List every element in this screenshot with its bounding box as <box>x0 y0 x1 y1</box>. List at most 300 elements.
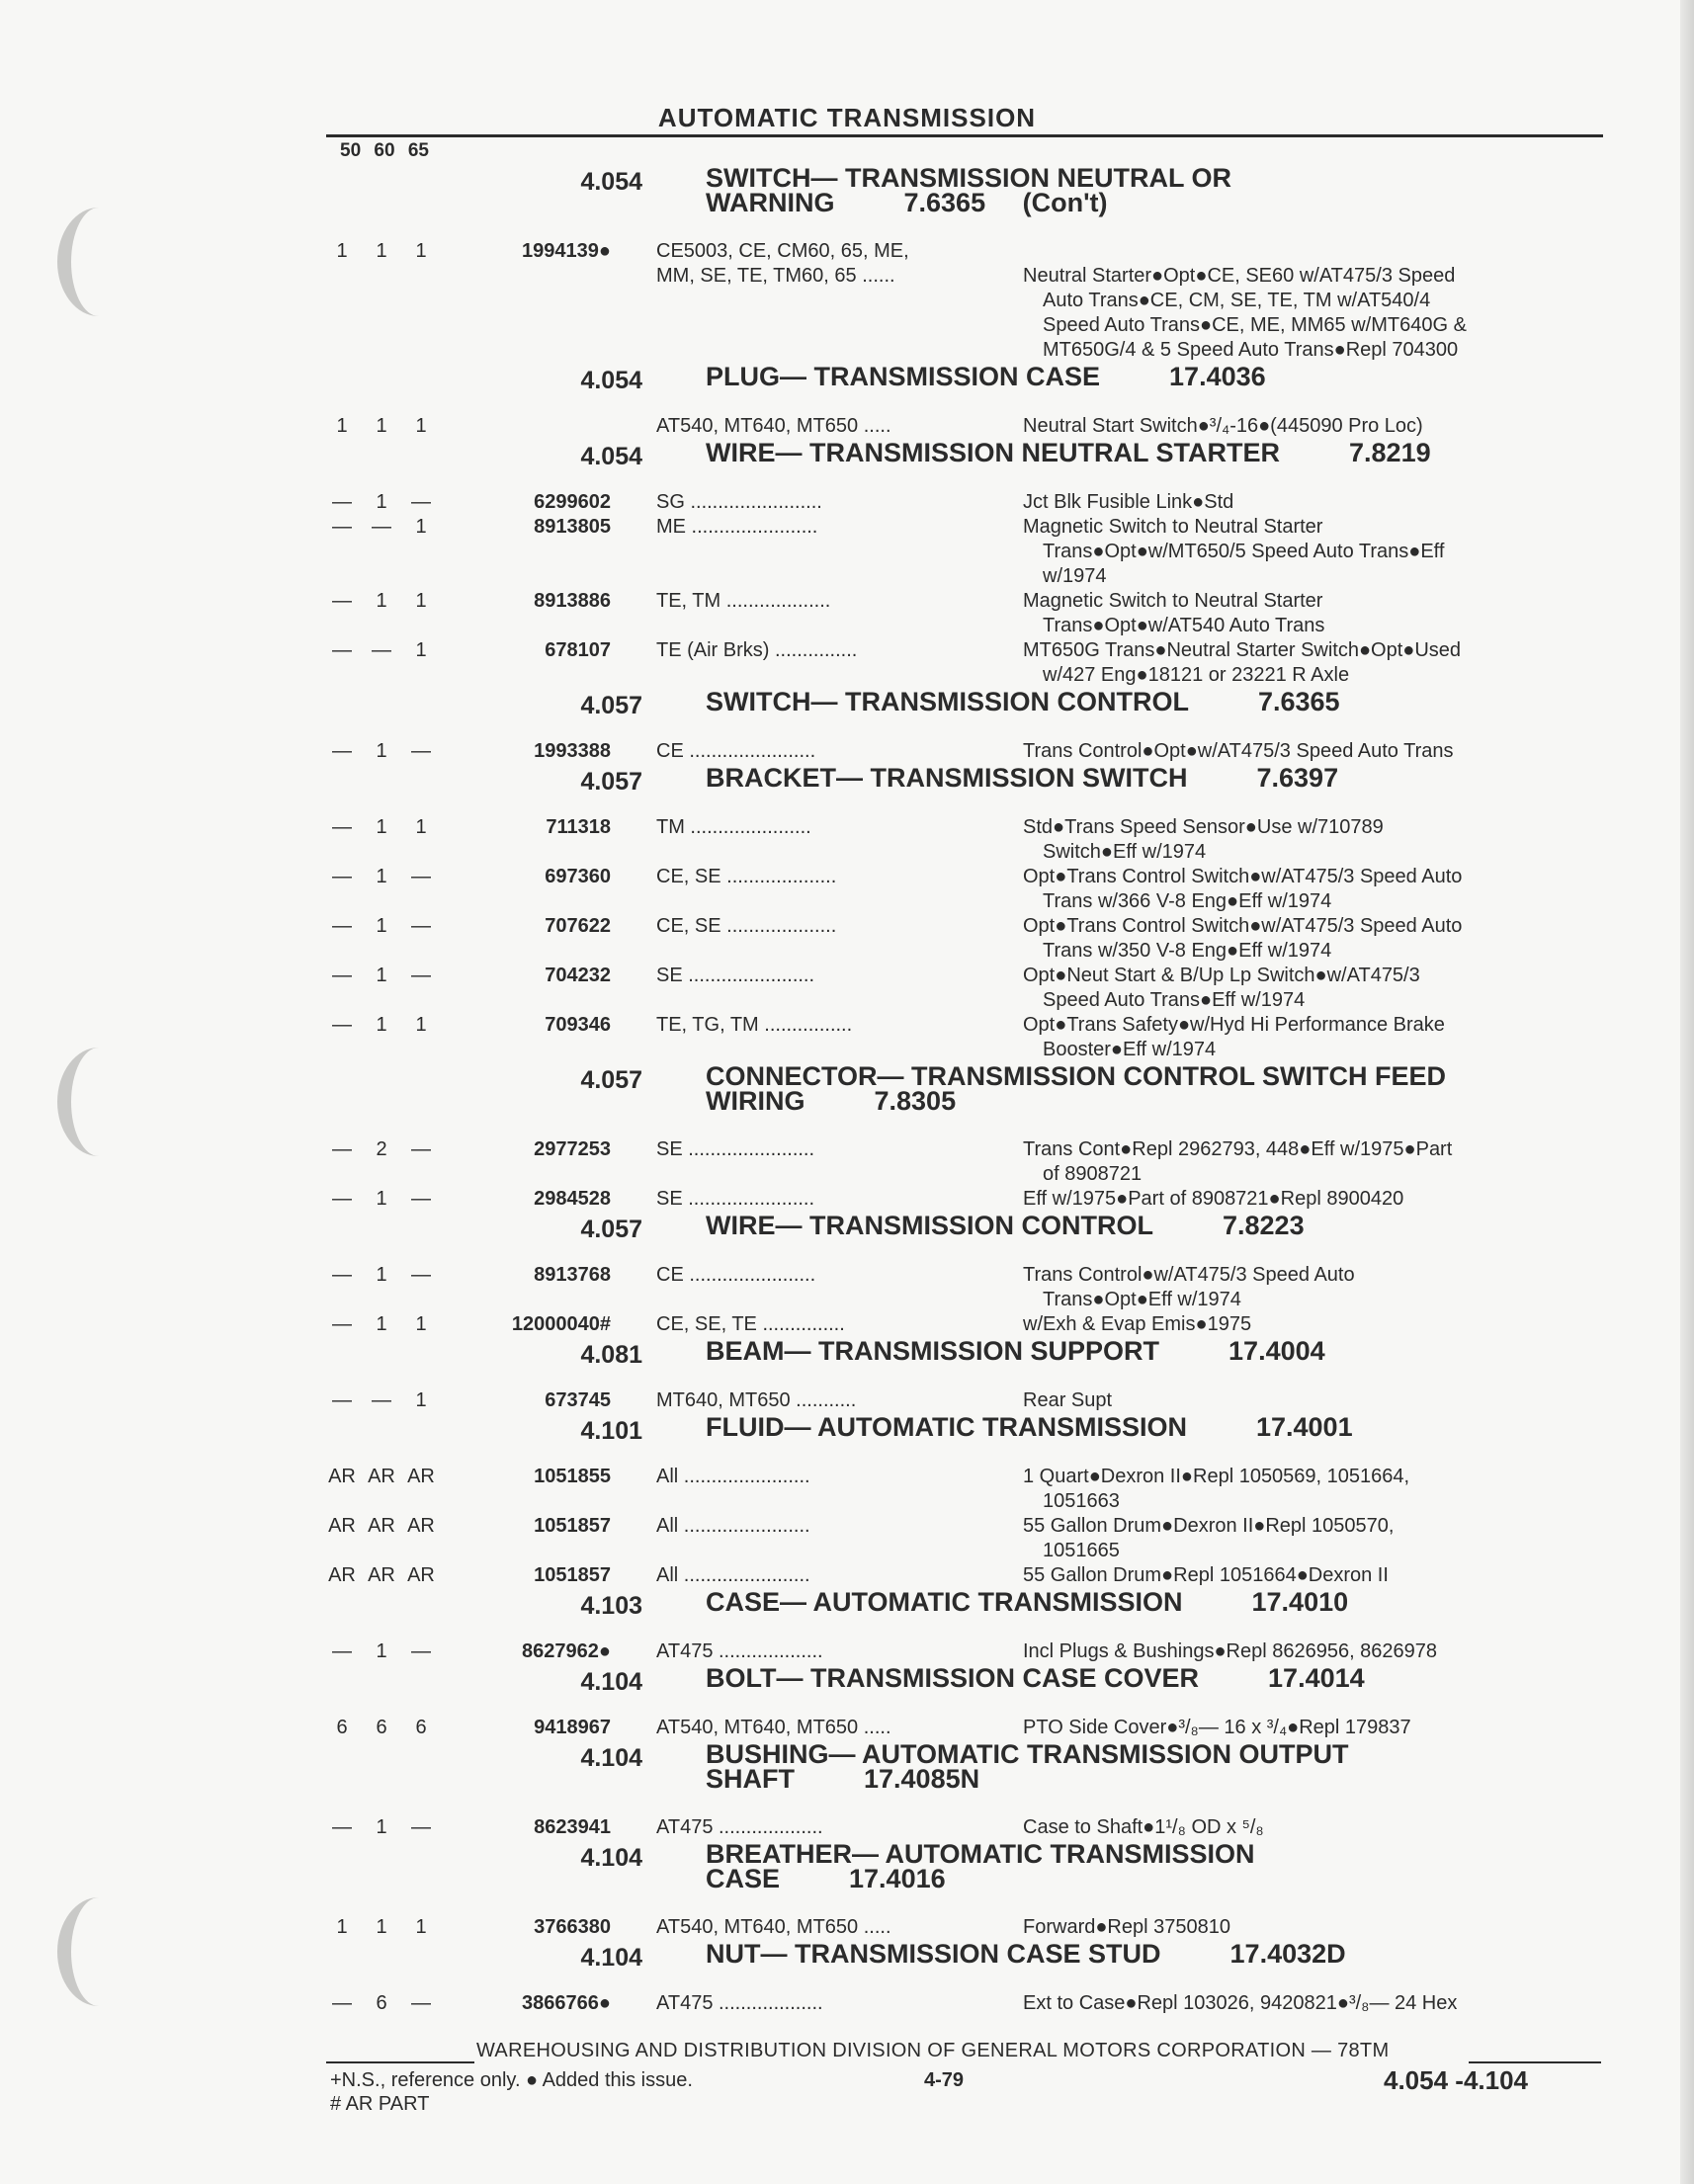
description-line: Neutral Start Switch●³/₄-16●(445090 Pro Loc) <box>1023 415 1423 437</box>
description-line: Jct Blk Fusible Link●Std <box>1023 491 1234 513</box>
quantity-60: 1 <box>376 1264 387 1286</box>
part-description <box>1023 490 1606 515</box>
part-description <box>1023 1187 1606 1212</box>
model-applicability: SE ....................... <box>656 1188 815 1210</box>
section-code: 17.4004 <box>1228 1336 1325 1366</box>
quantity-50: — <box>332 1264 352 1286</box>
model-applicability: TE (Air Brks) ............... <box>656 639 858 661</box>
part-description <box>1023 1991 1606 2016</box>
section-header <box>326 1212 1611 1263</box>
quantity-65: — <box>411 1992 431 2014</box>
section-number: 4.054 <box>580 367 642 394</box>
quantity-50: — <box>332 1138 352 1160</box>
section-code: 17.4016 <box>849 1864 946 1893</box>
quantity-60: 1 <box>376 1916 387 1938</box>
part-description <box>1023 589 1606 638</box>
section-number: 4.054 <box>580 168 642 196</box>
description-line: Speed Auto Trans●Eff w/1974 <box>1043 989 1306 1011</box>
description-line: MT650G/4 & 5 Speed Auto Trans●Repl 704300 <box>1043 339 1459 361</box>
model-applicability: MM, SE, TE, TM60, 65 ...... <box>656 265 895 287</box>
part-number: 707622 <box>545 915 611 937</box>
section-number: 4.054 <box>580 443 642 470</box>
part-description <box>1023 964 1606 1013</box>
section-title <box>706 1061 1595 1116</box>
section-header <box>326 1740 1611 1815</box>
model-applicability: CE, SE .................... <box>656 915 837 937</box>
part-description <box>1023 414 1606 439</box>
model-applicability: TE, TG, TM ................ <box>656 1014 853 1036</box>
model-applicability: SG ........................ <box>656 491 822 513</box>
description-line: Std●Trans Speed Sensor●Use w/710789 <box>1023 816 1384 838</box>
quantity-60: 1 <box>376 590 387 612</box>
part-row <box>326 1514 1611 1563</box>
quantity-60: — <box>372 639 391 661</box>
model-applicability: SE ....................... <box>656 965 815 986</box>
description-line: Auto Trans●CE, CM, SE, TE, TM w/AT540/4 <box>1043 290 1431 311</box>
section-code: 7.8305 <box>874 1086 957 1116</box>
section-header <box>326 439 1611 490</box>
section-header <box>326 1940 1611 1991</box>
part-description <box>1023 1815 1606 1840</box>
quantity-50: — <box>332 639 352 661</box>
section-title-line: BUSHING— AUTOMATIC TRANSMISSION OUTPUT <box>706 1739 1349 1769</box>
part-number: 697360 <box>545 866 611 887</box>
model-applicability: CE, SE, TE ............... <box>656 1313 845 1335</box>
quantity-50: — <box>332 1188 352 1210</box>
quantity-60: AR <box>368 1564 395 1586</box>
quantity-65: 1 <box>415 415 427 437</box>
quantity-50: — <box>332 590 352 612</box>
section-code: 17.4010 <box>1251 1587 1349 1617</box>
part-number: 711318 <box>546 816 611 838</box>
quantity-60: 1 <box>376 1640 387 1662</box>
page-edge <box>1680 0 1694 2184</box>
part-number: 1051857 <box>534 1515 611 1537</box>
section-number: 4.104 <box>580 1944 642 1972</box>
quantity-60: 1 <box>376 740 387 762</box>
part-number: 1051857 <box>534 1564 611 1586</box>
description-line: w/1974 <box>1043 565 1107 587</box>
section-title-line: FLUID— AUTOMATIC TRANSMISSION <box>706 1412 1187 1442</box>
section-header <box>326 363 1611 414</box>
part-row <box>326 1388 1611 1413</box>
description-line: w/427 Eng●18121 or 23221 R Axle <box>1043 664 1350 686</box>
quantity-65: 6 <box>415 1717 427 1738</box>
punch-hole-middle <box>57 1048 140 1156</box>
description-line: w/Exh & Evap Emis●1975 <box>1023 1313 1252 1335</box>
part-description <box>1023 865 1606 914</box>
model-applicability: All ....................... <box>656 1564 810 1586</box>
quantity-50: — <box>332 816 352 838</box>
description-line: PTO Side Cover●³/₈— 16 x ³/₄●Repl 179837 <box>1023 1717 1411 1738</box>
quantity-60: 6 <box>376 1992 387 2014</box>
section-title-line: NUT— TRANSMISSION CASE STUD <box>706 1939 1161 1969</box>
section-title-line: BEAM— TRANSMISSION SUPPORT <box>706 1336 1160 1366</box>
quantity-65: 1 <box>415 590 427 612</box>
part-number: 678107 <box>545 639 611 661</box>
description-line: Ext to Case●Repl 103026, 9420821●³/₈— 24 Hex <box>1023 1992 1458 2014</box>
quantity-60: 1 <box>376 1188 387 1210</box>
section-header <box>326 1588 1611 1639</box>
description-line: Case to Shaft●1¹/₈ OD x ⁵/₈ <box>1023 1816 1264 1838</box>
model-applicability: AT540, MT640, MT650 ..... <box>656 415 891 437</box>
part-row <box>326 1187 1611 1212</box>
section-header <box>326 1413 1611 1465</box>
section-title <box>706 362 1595 391</box>
quantity-50: — <box>332 915 352 937</box>
part-description <box>1023 1514 1606 1563</box>
description-line: Magnetic Switch to Neutral Starter <box>1023 590 1323 612</box>
part-number: 9418967 <box>534 1717 611 1738</box>
description-line: Opt●Trans Control Switch●w/AT475/3 Speed Auto <box>1023 915 1463 937</box>
quantity-65: — <box>411 965 431 986</box>
description-line: Trans Cont●Repl 2962793, 448●Eff w/1975●Part <box>1023 1138 1453 1160</box>
section-title <box>706 1663 1595 1693</box>
quantity-65: 1 <box>415 1916 427 1938</box>
description-line: Forward●Repl 3750810 <box>1023 1916 1230 1938</box>
part-description <box>1023 1013 1606 1062</box>
part-description <box>1023 239 1606 264</box>
section-code: 17.4036 <box>1169 362 1266 391</box>
section-title-line: BREATHER— AUTOMATIC TRANSMISSION <box>706 1839 1255 1869</box>
model-applicability: All ....................... <box>656 1466 810 1487</box>
description-line: Trans●Opt●w/AT540 Auto Trans <box>1043 615 1325 636</box>
quantity-65: — <box>411 1640 431 1662</box>
part-description <box>1023 264 1606 363</box>
part-description <box>1023 1388 1606 1413</box>
section-title-line: PLUG— TRANSMISSION CASE <box>706 362 1101 391</box>
part-number: 8627962● <box>522 1640 611 1662</box>
description-line: Eff w/1975●Part of 8908721●Repl 8900420 <box>1023 1188 1404 1210</box>
section-number: 4.057 <box>580 692 642 719</box>
description-line: Opt●Trans Safety●w/Hyd Hi Performance Brake <box>1023 1014 1445 1036</box>
section-code: 7.6365 <box>1257 687 1340 716</box>
section-code: 7.8219 <box>1349 438 1431 467</box>
part-row <box>326 589 1611 638</box>
part-description <box>1023 1312 1606 1337</box>
section-code: 7.6397 <box>1256 763 1339 793</box>
quantity-60: 6 <box>376 1717 387 1738</box>
page-title: AUTOMATIC TRANSMISSION <box>657 103 1037 132</box>
quantity-65: 1 <box>415 816 427 838</box>
section-title-line: WIRE— TRANSMISSION NEUTRAL STARTER <box>706 438 1281 467</box>
quantity-50: 1 <box>336 415 348 437</box>
part-description <box>1023 1465 1606 1514</box>
description-line: Trans●Opt●Eff w/1974 <box>1043 1289 1241 1310</box>
part-number: 1994139● <box>522 240 611 262</box>
footer-rule-left <box>326 2061 474 2063</box>
section-title-line: SWITCH— TRANSMISSION CONTROL <box>706 687 1189 716</box>
quantity-65: 1 <box>415 639 427 661</box>
section-number: 4.101 <box>580 1417 642 1445</box>
part-number: 673745 <box>545 1389 611 1411</box>
description-line: Switch●Eff w/1974 <box>1043 841 1207 863</box>
section-code: 17.4001 <box>1255 1412 1353 1442</box>
footer-rule-right <box>1469 2061 1601 2063</box>
quantity-50: 1 <box>336 240 348 262</box>
footer-note-ns: +N.S., reference only. ● Added this issue. <box>330 2069 693 2091</box>
quantity-65: — <box>411 915 431 937</box>
quantity-60: AR <box>368 1515 395 1537</box>
section-title <box>706 687 1595 716</box>
section-number: 4.057 <box>580 768 642 796</box>
model-applicability: AT540, MT640, MT650 ..... <box>656 1717 891 1738</box>
quantity-60: 1 <box>376 415 387 437</box>
description-line: Trans Control●w/AT475/3 Speed Auto <box>1023 1264 1355 1286</box>
quantity-65: 1 <box>415 516 427 538</box>
description-line: MT650G Trans●Neutral Starter Switch●Opt●Used <box>1023 639 1462 661</box>
part-description <box>1023 914 1606 964</box>
quantity-60: 2 <box>376 1138 387 1160</box>
description-line: Booster●Eff w/1974 <box>1043 1039 1217 1060</box>
footer-page-number: 4-79 <box>924 2069 965 2091</box>
section-number: 4.057 <box>580 1216 642 1243</box>
section-code: 17.4032D <box>1229 1939 1346 1969</box>
section-title-line: SWITCH— TRANSMISSION NEUTRAL OR <box>706 163 1231 193</box>
quantity-50: — <box>332 740 352 762</box>
title-rule <box>326 134 1603 137</box>
description-line: 1051663 <box>1043 1490 1120 1512</box>
quantity-65: — <box>411 491 431 513</box>
section-code: 7.6365 (Con't) <box>903 188 1108 217</box>
quantity-65: — <box>411 1264 431 1286</box>
part-number: 8623941 <box>534 1816 611 1838</box>
description-line: Trans Control●Opt●w/AT475/3 Speed Auto Trans <box>1023 740 1454 762</box>
section-header <box>326 164 1611 239</box>
part-row <box>326 1915 1611 1940</box>
quantity-50: — <box>332 491 352 513</box>
quantity-65: 1 <box>415 1389 427 1411</box>
section-code: 7.8223 <box>1223 1211 1305 1240</box>
part-row <box>326 1815 1611 1840</box>
part-number: 8913805 <box>534 516 611 538</box>
part-row <box>326 1312 1611 1337</box>
part-description <box>1023 1915 1606 1940</box>
model-applicability: MT640, MT650 ........... <box>656 1389 857 1411</box>
section-number: 4.081 <box>580 1341 642 1369</box>
section-title-line: SHAFT <box>706 1764 795 1794</box>
parts-catalog-list <box>326 164 1611 2016</box>
description-line: Rear Supt <box>1023 1389 1113 1411</box>
quantity-50: — <box>332 1313 352 1335</box>
quantity-60: 1 <box>376 491 387 513</box>
quantity-60: 1 <box>376 965 387 986</box>
part-number: 2984528 <box>534 1188 611 1210</box>
part-description <box>1023 1563 1606 1588</box>
quantity-50: — <box>332 516 352 538</box>
section-header <box>326 1664 1611 1716</box>
description-line: of 8908721 <box>1043 1163 1143 1185</box>
section-number: 4.103 <box>580 1592 642 1620</box>
section-header <box>326 1840 1611 1915</box>
section-header <box>326 688 1611 739</box>
part-description <box>1023 1639 1606 1664</box>
section-code: 17.4085N <box>864 1764 980 1794</box>
quantity-50: — <box>332 1389 352 1411</box>
description-line: 55 Gallon Drum●Repl 1051664●Dexron II <box>1023 1564 1389 1586</box>
description-line: Magnetic Switch to Neutral Starter <box>1023 516 1323 538</box>
model-applicability: CE ....................... <box>656 740 816 762</box>
part-number: 8913886 <box>534 590 611 612</box>
model-applicability: CE, SE .................... <box>656 866 837 887</box>
quantity-50: — <box>332 866 352 887</box>
quantity-50: — <box>332 1014 352 1036</box>
description-line: Opt●Neut Start & B/Up Lp Switch●w/AT475/3 <box>1023 965 1420 986</box>
part-row <box>326 414 1611 439</box>
description-line <box>1023 239 1606 264</box>
section-title <box>706 1587 1595 1617</box>
part-description <box>1023 739 1606 764</box>
part-description <box>1023 815 1606 865</box>
description-line: 1 Quart●Dexron II●Repl 1050569, 1051664, <box>1023 1466 1410 1487</box>
quantity-60: 1 <box>376 1313 387 1335</box>
section-title-line: WIRE— TRANSMISSION CONTROL <box>706 1211 1153 1240</box>
description-line: Incl Plugs & Bushings●Repl 8626956, 8626978 <box>1023 1640 1438 1662</box>
model-applicability: CE ....................... <box>656 1264 816 1286</box>
part-row <box>326 1639 1611 1664</box>
quantity-50: 6 <box>336 1717 348 1738</box>
section-title <box>706 1211 1595 1240</box>
part-row <box>326 815 1611 865</box>
model-applicability: SE ....................... <box>656 1138 815 1160</box>
quantity-65: — <box>411 866 431 887</box>
section-title <box>706 1839 1595 1893</box>
part-description <box>1023 1716 1606 1740</box>
quantity-50: 1 <box>336 1916 348 1938</box>
quantity-60: — <box>372 1389 391 1411</box>
part-row <box>326 1465 1611 1514</box>
quantity-50: AR <box>328 1564 356 1586</box>
quantity-60: 1 <box>376 915 387 937</box>
quantity-65: 1 <box>415 1014 427 1036</box>
model-applicability: ME ....................... <box>656 516 818 538</box>
section-title-line: BRACKET— TRANSMISSION SWITCH <box>706 763 1188 793</box>
model-applicability: AT475 ................... <box>656 1640 823 1662</box>
section-title <box>706 163 1595 217</box>
section-title <box>706 1739 1595 1794</box>
part-number: 709346 <box>545 1014 611 1036</box>
quantity-60: 1 <box>376 1014 387 1036</box>
description-line: Speed Auto Trans●CE, ME, MM65 w/MT640G & <box>1043 314 1467 336</box>
footer-division: WAREHOUSING AND DISTRIBUTION DIVISION OF GENERAL MOTORS CORPORATION — 78TM <box>476 2040 1390 2061</box>
part-row <box>326 1563 1611 1588</box>
section-number: 4.104 <box>580 1844 642 1872</box>
part-row <box>326 739 1611 764</box>
quantity-65: — <box>411 1816 431 1838</box>
part-row <box>326 515 1611 589</box>
quantity-65: — <box>411 740 431 762</box>
quantity-65: AR <box>407 1466 435 1487</box>
part-row <box>326 638 1611 688</box>
part-row <box>326 239 1611 264</box>
quantity-60: 1 <box>376 1816 387 1838</box>
description-line: 1051665 <box>1043 1540 1120 1561</box>
part-number: 3866766● <box>522 1992 611 2014</box>
quantity-50: — <box>332 965 352 986</box>
part-number: 2977253 <box>534 1138 611 1160</box>
quantity-65: AR <box>407 1564 435 1586</box>
part-row <box>326 1137 1611 1187</box>
part-description <box>1023 515 1606 589</box>
quantity-65: 1 <box>415 240 427 262</box>
section-number: 4.104 <box>580 1668 642 1696</box>
punch-hole-top <box>57 208 140 316</box>
quantity-50: — <box>332 1640 352 1662</box>
part-row <box>326 914 1611 964</box>
quantity-65: — <box>411 1188 431 1210</box>
section-title-line: CONNECTOR— TRANSMISSION CONTROL SWITCH FEED <box>706 1061 1447 1091</box>
quantity-60: — <box>372 516 391 538</box>
quantity-65: 1 <box>415 1313 427 1335</box>
description-line: Opt●Trans Control Switch●w/AT475/3 Speed Auto <box>1023 866 1463 887</box>
part-row <box>326 1013 1611 1062</box>
part-number: 12000040# <box>511 1313 611 1335</box>
section-title-line: BOLT— TRANSMISSION CASE COVER <box>706 1663 1200 1693</box>
part-row <box>326 1263 1611 1312</box>
section-title-line: CASE— AUTOMATIC TRANSMISSION <box>706 1587 1183 1617</box>
quantity-60: 1 <box>376 866 387 887</box>
part-number: 8913768 <box>534 1264 611 1286</box>
part-row <box>326 865 1611 914</box>
part-number: 1051855 <box>534 1466 611 1487</box>
footer-note-ar: # AR PART <box>330 2093 430 2115</box>
section-title <box>706 1939 1595 1969</box>
model-applicability: AT475 ................... <box>656 1816 823 1838</box>
quantity-65: AR <box>407 1515 435 1537</box>
footer-section-range: 4.054 -4.104 <box>1384 2065 1529 2095</box>
part-row <box>326 490 1611 515</box>
quantity-50: AR <box>328 1466 356 1487</box>
section-header <box>326 1062 1611 1137</box>
description-line: Trans w/366 V-8 Eng●Eff w/1974 <box>1043 890 1332 912</box>
part-number: 6299602 <box>534 491 611 513</box>
section-title-line: CASE <box>706 1864 781 1893</box>
section-header <box>326 1337 1611 1388</box>
section-title <box>706 438 1595 467</box>
section-number: 4.104 <box>580 1744 642 1772</box>
model-applicability: All ....................... <box>656 1515 810 1537</box>
quantity-50: — <box>332 1992 352 2014</box>
description-line: Trans w/350 V-8 Eng●Eff w/1974 <box>1043 940 1332 962</box>
section-title <box>706 1412 1595 1442</box>
section-header <box>326 764 1611 815</box>
section-number: 4.057 <box>580 1066 642 1094</box>
quantity-65: — <box>411 1138 431 1160</box>
model-applicability: AT475 ................... <box>656 1992 823 2014</box>
part-number: 704232 <box>545 965 611 986</box>
part-row <box>326 1716 1611 1740</box>
part-row <box>326 1991 1611 2016</box>
quantity-50: — <box>332 1816 352 1838</box>
part-description <box>1023 1263 1606 1312</box>
year-columns-header: 50 60 65 <box>340 140 429 161</box>
model-applicability: AT540, MT640, MT650 ..... <box>656 1916 891 1938</box>
description-line: Trans●Opt●w/MT650/5 Speed Auto Trans●Eff <box>1043 541 1445 562</box>
model-applicability: TM ...................... <box>656 816 811 838</box>
quantity-60: 1 <box>376 816 387 838</box>
model-applicability: TE, TM ................... <box>656 590 831 612</box>
part-number: 3766380 <box>534 1916 611 1938</box>
part-row <box>326 264 1611 363</box>
model-applicability: CE5003, CE, CM60, 65, ME, <box>656 240 909 262</box>
description-line: Neutral Starter●Opt●CE, SE60 w/AT475/3 Speed <box>1023 265 1456 287</box>
part-number: 1993388 <box>534 740 611 762</box>
section-title-line: WIRING <box>706 1086 805 1116</box>
quantity-60: AR <box>368 1466 395 1487</box>
section-code: 17.4014 <box>1268 1663 1365 1693</box>
quantity-60: 1 <box>376 240 387 262</box>
part-row <box>326 964 1611 1013</box>
